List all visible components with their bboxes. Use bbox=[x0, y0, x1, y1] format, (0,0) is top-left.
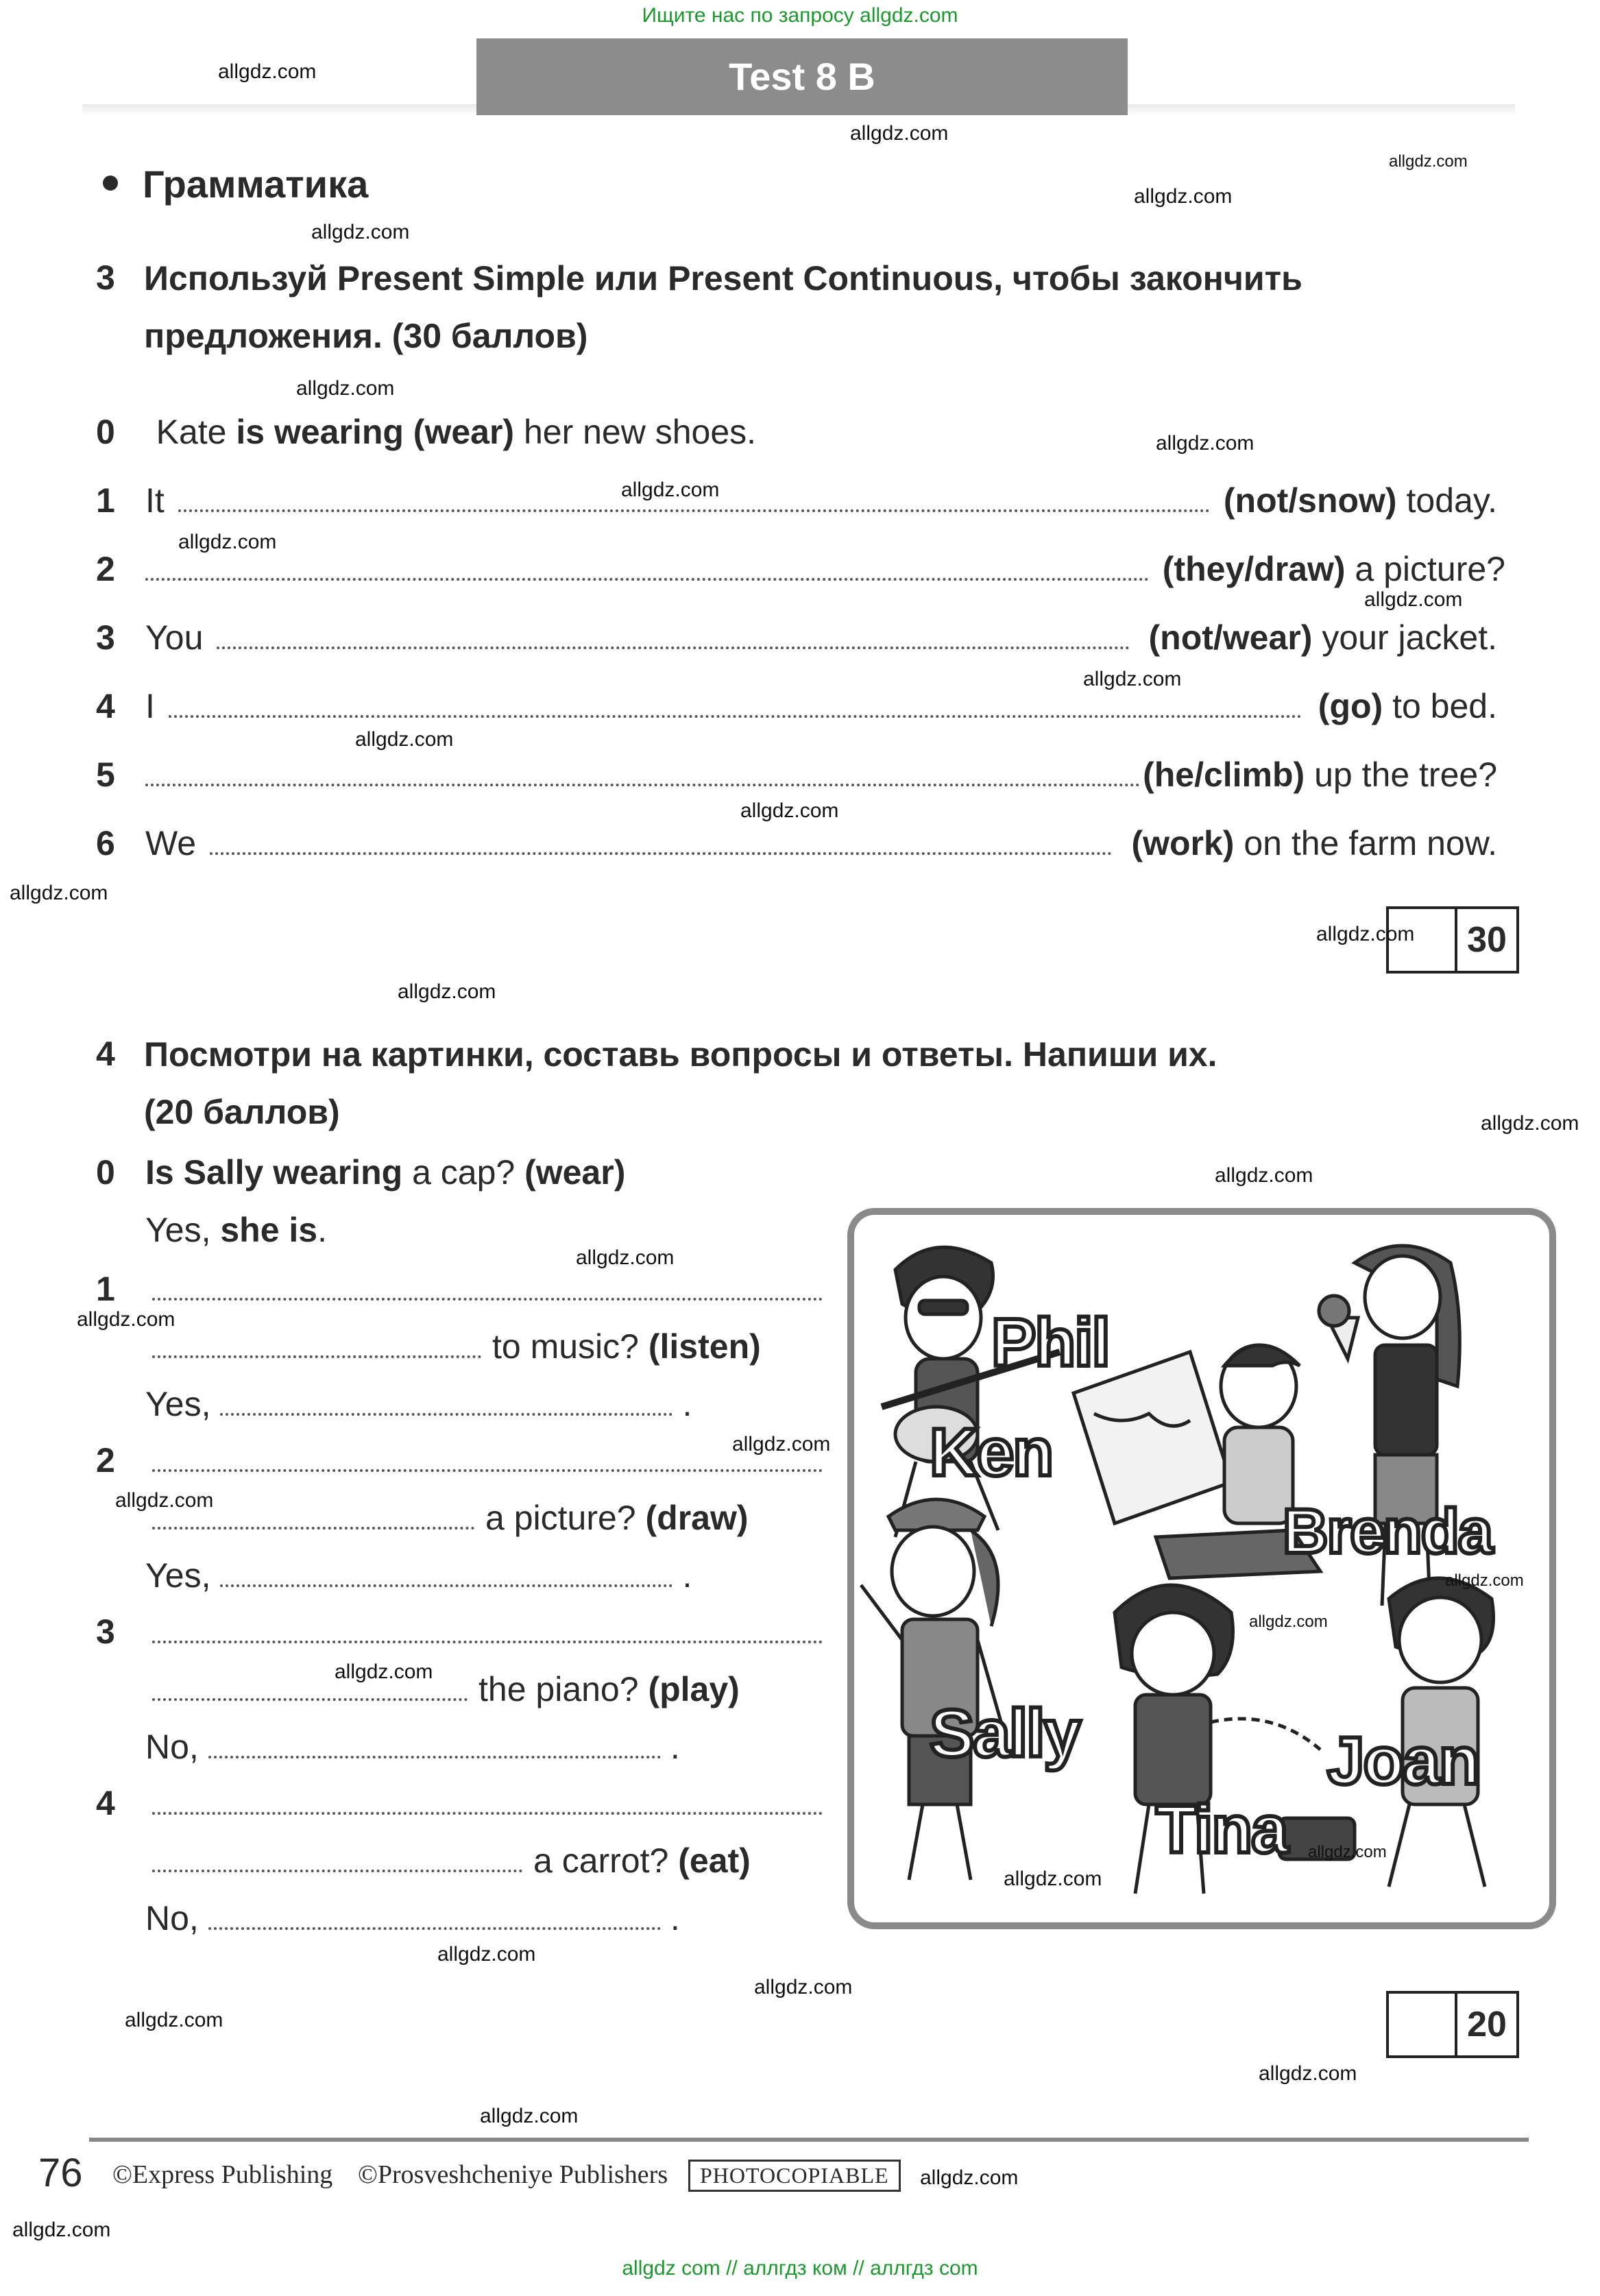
question-blank[interactable] bbox=[152, 1616, 823, 1643]
watermark[interactable]: allgdz.com bbox=[1316, 923, 1415, 945]
task4-instruction bbox=[144, 1026, 1217, 1141]
task3-item-2 bbox=[96, 548, 1505, 590]
answer-start: Yes, bbox=[145, 1556, 211, 1595]
footer-divider bbox=[89, 2138, 1529, 2142]
watermark[interactable]: allgdz.com bbox=[178, 531, 277, 553]
watermark[interactable]: allgdz.com bbox=[576, 1246, 675, 1269]
watermark[interactable]: allgdz.com bbox=[355, 728, 454, 751]
watermark[interactable]: allgdz.com bbox=[115, 1489, 214, 1512]
item-verb: (not/snow) bbox=[1223, 481, 1397, 520]
watermark[interactable]: allgdz.com bbox=[1364, 588, 1463, 611]
task4-max-score: 20 bbox=[1467, 2005, 1507, 2044]
watermark[interactable]: allgdz.com bbox=[335, 1660, 433, 1683]
score-input-cell[interactable] bbox=[1389, 1994, 1457, 2055]
answer-blank[interactable] bbox=[208, 1731, 661, 1759]
page-number: 76 bbox=[38, 2151, 83, 2195]
item-verb: (he/climb) bbox=[1143, 756, 1305, 794]
question-tail: the piano? bbox=[478, 1670, 639, 1708]
watermark[interactable]: allgdz.com bbox=[754, 1976, 853, 1998]
item-prefix: You bbox=[145, 618, 204, 657]
item-verb: (go) bbox=[1318, 687, 1383, 725]
watermark[interactable]: allgdz.com bbox=[1083, 668, 1182, 690]
answer-blank[interactable] bbox=[145, 759, 1140, 786]
task3-number: 3 bbox=[96, 258, 115, 297]
item-verb: (work) bbox=[1131, 824, 1235, 862]
watermark[interactable]: allgdz.com bbox=[920, 2166, 1019, 2189]
item-verb: (draw) bbox=[645, 1499, 749, 1537]
watermark[interactable]: allgdz.com bbox=[1134, 185, 1233, 208]
example-answer: is wearing (wear) bbox=[236, 413, 515, 451]
watermark[interactable]: allgdz.com bbox=[1259, 2062, 1357, 2085]
task3-item-3 bbox=[96, 617, 1497, 658]
watermark[interactable]: allgdz.com bbox=[1156, 432, 1254, 455]
example-answer-pre: Yes, bbox=[145, 1211, 221, 1249]
watermark[interactable]: allgdz.com bbox=[398, 980, 496, 1003]
answer-blank[interactable] bbox=[220, 1388, 672, 1416]
bottom-ad-text[interactable]: allgdz com // аллгдз ком // аллгдз com bbox=[622, 2257, 978, 2280]
publisher-express: ©Express Publishing bbox=[112, 2160, 333, 2189]
section-title: Грамматика bbox=[143, 162, 369, 206]
answer-blank[interactable] bbox=[217, 622, 1129, 649]
watermark[interactable]: allgdz.com bbox=[125, 2009, 223, 2031]
item-suffix: a picture? bbox=[1355, 550, 1505, 588]
question-blank[interactable] bbox=[152, 1787, 823, 1815]
item-number: 1 bbox=[96, 1270, 115, 1308]
name-label-brenda: Brenda bbox=[1283, 1497, 1492, 1567]
publisher-prosveshcheniye: ©Prosveshcheniye Publishers bbox=[358, 2160, 668, 2189]
task3-instruction-line1: Используй Present Simple или Present Continuous, чтобы закончить bbox=[144, 259, 1302, 298]
item-verb: (listen) bbox=[648, 1327, 761, 1366]
name-label-sally: Sally bbox=[930, 1695, 1080, 1771]
watermark[interactable]: allgdz.com bbox=[12, 2219, 111, 2241]
task4-number: 4 bbox=[96, 1035, 115, 1073]
name-label-tina: Tina bbox=[1156, 1791, 1287, 1867]
task3-item-4 bbox=[96, 686, 1497, 727]
answer-blank[interactable] bbox=[210, 827, 1112, 855]
example-answer-bold: she is bbox=[220, 1211, 318, 1249]
watermark[interactable]: allgdz.com bbox=[311, 221, 410, 243]
name-label-phil: Phil bbox=[991, 1305, 1109, 1380]
task4-instruction-line1: Посмотри на картинки, составь вопросы и ответы. Напиши их. bbox=[144, 1035, 1217, 1074]
watermark[interactable]: allgdz.com bbox=[1445, 1571, 1524, 1590]
watermark[interactable]: allgdz.com bbox=[850, 122, 949, 145]
item-prefix: We bbox=[145, 824, 197, 862]
item-verb: (play) bbox=[648, 1670, 740, 1708]
task3-item-5 bbox=[96, 754, 1497, 795]
item-number: 3 bbox=[96, 618, 115, 657]
task3-instruction-line2: предложения. (30 баллов) bbox=[144, 317, 588, 355]
watermark[interactable]: allgdz.com bbox=[1249, 1612, 1328, 1631]
task3-example bbox=[96, 411, 756, 452]
watermark[interactable]: allgdz.com bbox=[480, 2105, 579, 2127]
item-prefix: It bbox=[145, 481, 165, 520]
ken-figure bbox=[882, 1247, 1060, 1537]
answer-blank[interactable] bbox=[145, 553, 1149, 581]
question-blank[interactable] bbox=[152, 1273, 823, 1301]
example-post: her new shoes. bbox=[514, 413, 757, 451]
watermark[interactable]: allgdz.com bbox=[77, 1308, 175, 1331]
sally-figure bbox=[861, 1499, 1005, 1880]
watermark[interactable]: allgdz.com bbox=[10, 882, 108, 904]
watermark[interactable]: allgdz.com bbox=[1004, 1868, 1102, 1890]
item-number: 3 bbox=[96, 1612, 115, 1651]
item-suffix: your jacket. bbox=[1322, 618, 1497, 657]
watermark[interactable]: allgdz.com bbox=[740, 799, 839, 822]
example-pre: Kate bbox=[156, 413, 237, 451]
item-number: 0 bbox=[96, 1153, 115, 1192]
item-suffix: up the tree? bbox=[1314, 756, 1497, 794]
question-blank[interactable] bbox=[152, 1331, 481, 1358]
watermark[interactable]: allgdz.com bbox=[1308, 1843, 1387, 1861]
item-number: 6 bbox=[96, 824, 115, 862]
task3-item-1 bbox=[96, 480, 1497, 521]
task4-example-answer bbox=[145, 1209, 327, 1250]
example-verb: (wear) bbox=[524, 1153, 626, 1192]
example-answer-post: . bbox=[317, 1211, 328, 1249]
example-question-rest: a cap? bbox=[402, 1153, 525, 1192]
item-number: 2 bbox=[96, 550, 115, 588]
name-label-ken: Ken bbox=[930, 1414, 1053, 1490]
answer-start: No, bbox=[145, 1728, 199, 1766]
task4-example-question bbox=[96, 1152, 625, 1193]
task4-instruction-line2: (20 баллов) bbox=[144, 1093, 340, 1131]
item-suffix: on the farm now. bbox=[1244, 824, 1497, 862]
watermark[interactable]: allgdz.com bbox=[296, 377, 395, 400]
answer-start: Yes, bbox=[145, 1385, 211, 1423]
example-question-bold: Is Sally wearing bbox=[145, 1153, 403, 1192]
name-label-joan: Joan bbox=[1327, 1723, 1479, 1798]
task3-instruction bbox=[144, 250, 1302, 365]
task4-score-box bbox=[1386, 1991, 1519, 2058]
answer-blank[interactable] bbox=[208, 1902, 661, 1930]
question-blank[interactable] bbox=[152, 1445, 823, 1472]
question-tail: a picture? bbox=[485, 1499, 636, 1537]
task3-item-6 bbox=[96, 823, 1497, 864]
bullet-icon bbox=[103, 176, 118, 191]
watermark[interactable]: allgdz.com bbox=[1389, 152, 1468, 171]
answer-start: No, bbox=[145, 1899, 199, 1937]
task3-max-score: 30 bbox=[1467, 920, 1507, 960]
characters-picture bbox=[847, 1208, 1556, 1929]
watermark[interactable]: allgdz.com bbox=[218, 60, 317, 83]
watermark[interactable]: allgdz.com bbox=[1215, 1164, 1313, 1187]
item-number: 4 bbox=[96, 687, 115, 725]
question-tail: a carrot? bbox=[533, 1841, 669, 1880]
item-verb: (not/wear) bbox=[1148, 618, 1313, 657]
item-number: 5 bbox=[96, 756, 115, 794]
watermark[interactable]: allgdz.com bbox=[437, 1943, 536, 1966]
question-tail: to music? bbox=[492, 1327, 639, 1366]
item-number: 4 bbox=[96, 1784, 115, 1822]
item-number: 2 bbox=[96, 1441, 115, 1479]
watermark[interactable]: allgdz.com bbox=[621, 479, 720, 501]
answer-blank[interactable] bbox=[220, 1560, 672, 1587]
item-verb: (eat) bbox=[678, 1841, 751, 1880]
watermark[interactable]: allgdz.com bbox=[1481, 1112, 1579, 1135]
top-ad-text[interactable]: Ищите нас по запросу allgdz.com bbox=[642, 4, 958, 27]
item-verb: (they/draw) bbox=[1162, 550, 1346, 588]
question-blank[interactable] bbox=[152, 1845, 522, 1872]
watermark[interactable]: allgdz.com bbox=[732, 1433, 831, 1455]
photocopiable-badge: PHOTOCOPIABLE bbox=[688, 2160, 901, 2192]
item-suffix: today. bbox=[1406, 481, 1497, 520]
item-number: 0 bbox=[96, 413, 115, 451]
item-prefix: I bbox=[145, 687, 155, 725]
answer-blank[interactable] bbox=[169, 690, 1302, 718]
test-title: Test 8 B bbox=[476, 38, 1128, 115]
item-suffix: to bed. bbox=[1392, 687, 1497, 725]
item-number: 1 bbox=[96, 481, 115, 520]
